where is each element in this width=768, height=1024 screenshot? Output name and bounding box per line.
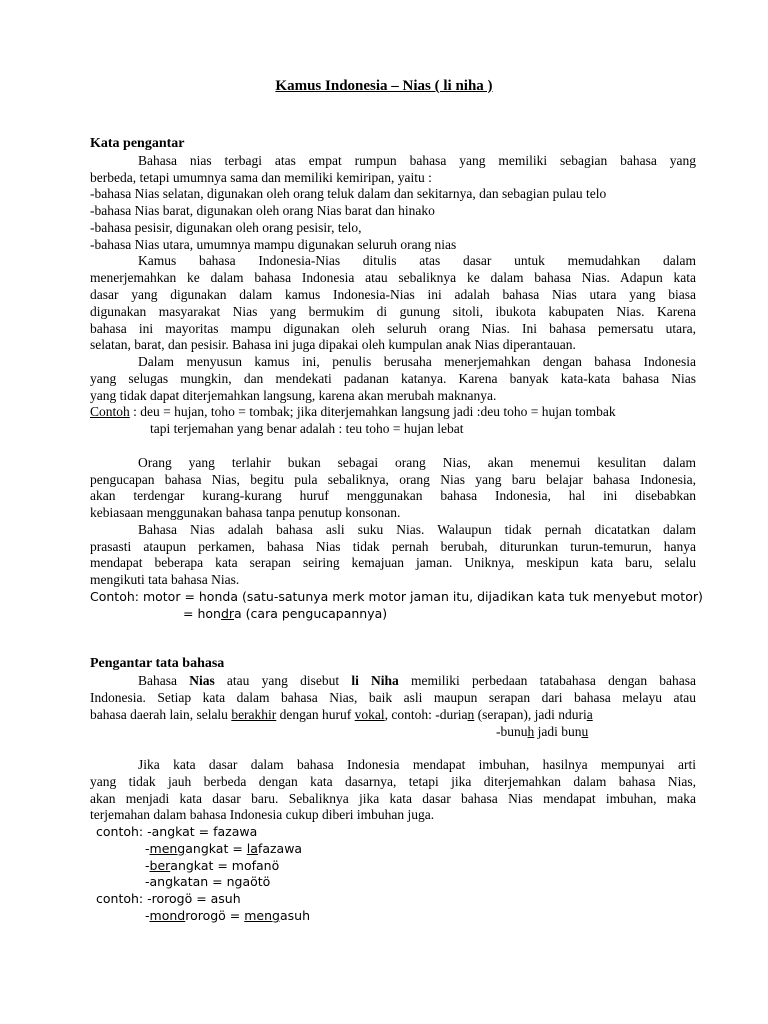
paragraph-line: Orang yang terlahir bukan sebagai orang Nias, akan menemui kesulitan dalam bbox=[138, 455, 696, 470]
paragraph-line: prasasti ataupun perkamen, bahasa Nias tidak pernah berubah, diturunkan turun-temurun, hanya bbox=[90, 539, 696, 554]
paragraph-line: Jika kata dasar dalam bahasa Indonesia mendapat imbuhan, hasilnya mempunyai arti bbox=[138, 757, 696, 772]
example-text: : deu = hujan, toho = tombak; jika diterjemahkan langsung jadi :deu toho = hujan tombak bbox=[129, 404, 616, 419]
paragraph-line: Kamus bahasa Indonesia-Nias ditulis atas dasar untuk memudahkan dalam bbox=[138, 253, 696, 268]
paragraph-line: terjemahan dalam bahasa Indonesia cukup diberi imbuhan juga. bbox=[90, 807, 435, 822]
example-line: contoh: -angkat = fazawa bbox=[96, 824, 258, 839]
list-item: -bahasa Nias barat, digunakan oleh orang Nias barat dan hinako bbox=[90, 203, 435, 218]
paragraph-line: Bahasa Nias adalah bahasa asli suku Nias. Walaupun tidak pernah dicatatkan dalam bbox=[138, 522, 696, 537]
paragraph-line: selatan, barat, dan pesisir. Bahasa ini juga dipakai oleh kumpulan anak Nias diperantauan. bbox=[90, 337, 576, 352]
paragraph-line: yang tidak jauh berbeda dengan kata dasarnya, tetapi jika diterjemahkan dalam bahasa Nias, bbox=[90, 774, 696, 789]
example-line: Contoh: motor = honda (satu-satunya merk motor jaman itu, dijadikan kata tuk menyebut motor) bbox=[90, 589, 703, 604]
paragraph-line: kebiasaan menggunakan bahasa tanpa penutup konsonan. bbox=[90, 505, 401, 520]
example-line bbox=[90, 403, 696, 420]
example-line: tapi terjemahan yang benar adalah : teu toho = hujan lebat bbox=[150, 421, 464, 436]
paragraph-line: Bahasa Nias atau yang disebut li Niha memiliki perbedaan tatabahasa dengan bahasa bbox=[138, 673, 697, 688]
list-item: -bahasa Nias selatan, digunakan oleh orang teluk dalam dan sekitarnya, dan sebagian pulau telo bbox=[90, 186, 607, 201]
paragraph-line: Dalam menyusun kamus ini, penulis berusaha menerjemahkan dengan bahasa Indonesia bbox=[138, 354, 696, 369]
paragraph-line: mengikuti tata bahasa Nias. bbox=[90, 572, 240, 587]
paragraph-line: pengucapan bahasa Nias, begitu pula sebaliknya, orang Nias yang baru belajar bahasa Indonesia, bbox=[90, 472, 696, 487]
paragraph-line: yang selugas mungkin, dan mendekati padanan katanya. Karena banyak kata-kata bahasa Nias bbox=[90, 371, 696, 386]
example-line: -berangkat = mofanö bbox=[145, 858, 280, 873]
paragraph-line: bahasa daerah lain, selalu berakhir dengan huruf vokal, contoh: -durian (serapan), jadi nduria bbox=[90, 707, 593, 722]
paragraph-line: Indonesia. Setiap kata dalam bahasa Nias, baik asli maupun serapan dari bahasa melayu atau bbox=[90, 690, 696, 705]
document-title: Kamus Indonesia – Nias ( li niha ) bbox=[275, 78, 493, 94]
paragraph-line: -bunuh jadi bunu bbox=[496, 724, 589, 739]
section-heading-pengantar-tata-bahasa: Pengantar tata bahasa bbox=[90, 656, 225, 671]
contoh-label: Contoh bbox=[90, 404, 130, 419]
section-heading-kata-pengantar: Kata pengantar bbox=[90, 136, 185, 151]
paragraph-line: menerjemahkan ke dalam bahasa Indonesia atau sebaliknya ke dalam bahasa Nias. Adapun kata bbox=[90, 270, 696, 285]
paragraph-line: mendapat beberapa kata serapan seiring kemajuan jaman. Uniknya, meskipun kata baru, selalu bbox=[90, 555, 696, 570]
example-line: contoh: -rorogö = asuh bbox=[96, 891, 241, 906]
example-line: -mengangkat = lafazawa bbox=[145, 841, 303, 856]
example-line: = hondra (cara pengucapannya) bbox=[183, 606, 388, 621]
example-line: -mondrorogö = mengasuh bbox=[145, 908, 310, 923]
list-item: -bahasa pesisir, digunakan oleh orang pesisir, telo, bbox=[90, 220, 362, 235]
paragraph-line: dasar yang digunakan dalam kamus Indonesia-Nias ini adalah bahasa Nias utara yang biasa bbox=[90, 287, 696, 302]
paragraph-line: akan terdengar kurang-kurang huruf menggunakan bahasa Indonesia, hal ini disebabkan bbox=[90, 488, 696, 503]
paragraph-line: berbeda, tetapi umumnya sama dan memiliki kemiripan, yaitu : bbox=[90, 170, 432, 185]
example-line: -angkatan = ngaötö bbox=[145, 874, 271, 889]
paragraph-line: digunakan masyarakat Nias yang bermukim di gunung sitoli, ibukota kabupaten Nias. Karena bbox=[90, 304, 696, 319]
paragraph-line: akan menjadi kata dasar baru. Sebaliknya jika kata dasar bahasa Nias mendapat imbuhan, maka bbox=[90, 791, 696, 806]
paragraph-line: yang tidak dapat diterjemahkan langsung, karena akan merubah maknanya. bbox=[90, 388, 497, 403]
list-item: -bahasa Nias utara, umumnya mampu digunakan seluruh orang nias bbox=[90, 237, 457, 252]
paragraph-line: Bahasa nias terbagi atas empat rumpun bahasa yang memiliki sebagian bahasa yang bbox=[138, 153, 696, 168]
paragraph-line: bahasa ini mayoritas mampu digunakan oleh seluruh orang Nias. Ini bahasa pemersatu utara, bbox=[90, 321, 696, 336]
